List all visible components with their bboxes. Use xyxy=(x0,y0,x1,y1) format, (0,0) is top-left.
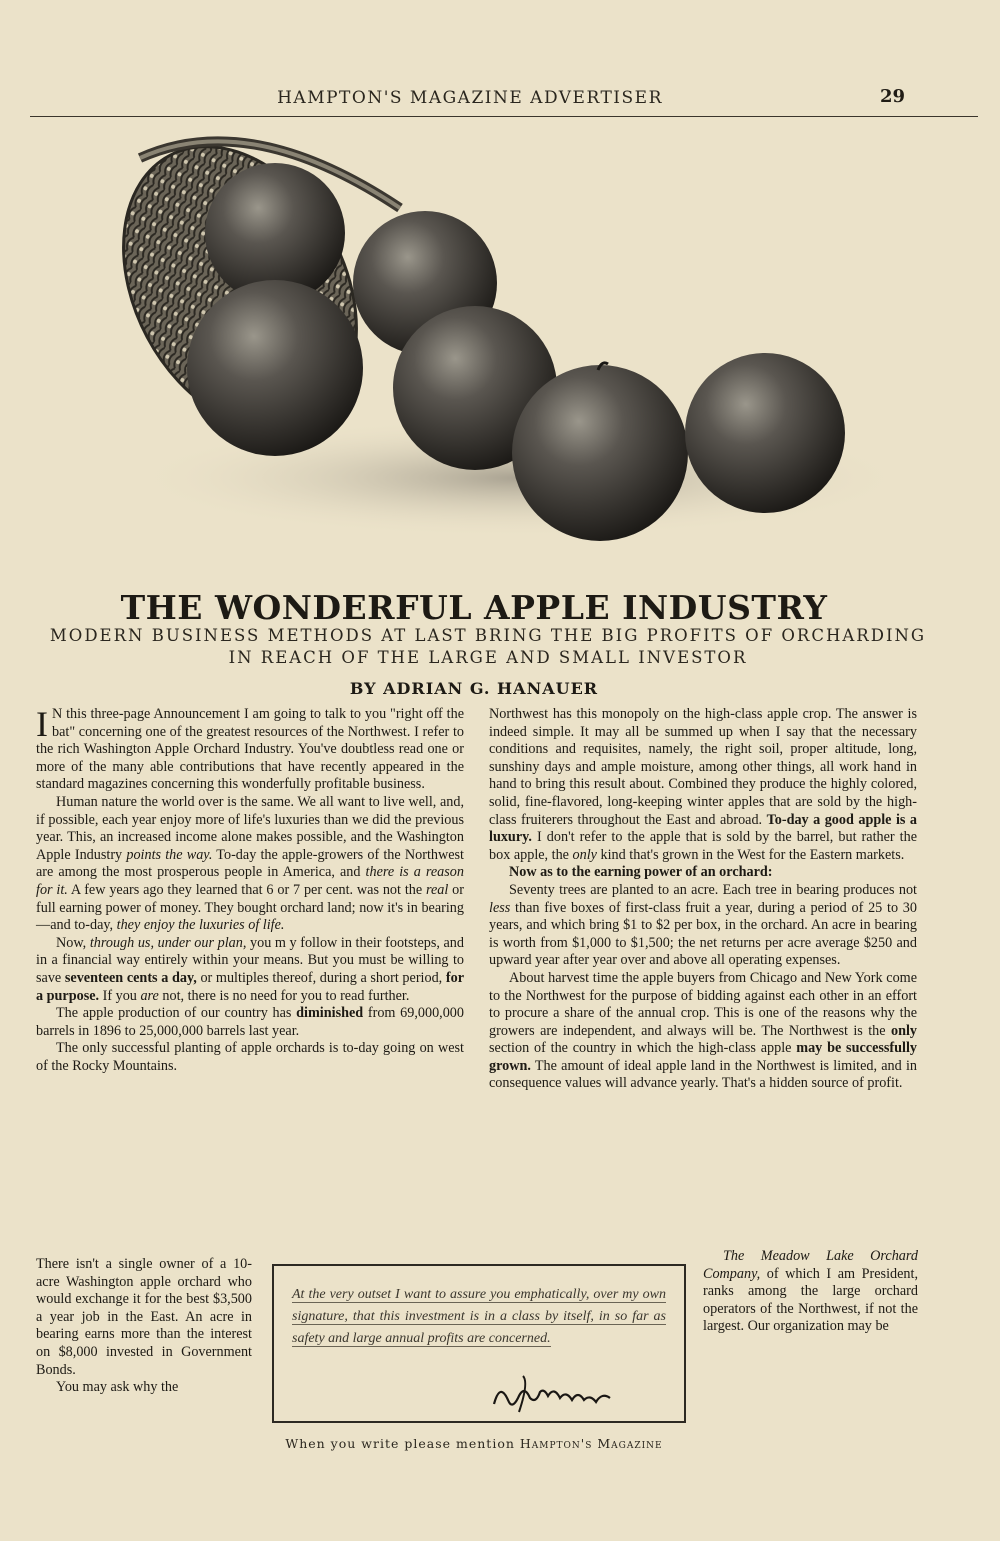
paragraph: I N this three-page Announcement I am going to talk to you "right off the bat" concerning one of the greatest resources of the Northwest. I refer to the rich Washington Apple Orchard Industry. You've doubtless read one or more of the many able contributions that have recently appeared in the standard magazines concerning this wonderfully profitable business. xyxy=(36,704,464,793)
signature-icon xyxy=(489,1374,629,1414)
paragraph: About harvest time the apple buyers from Chicago and New York come to the Northwest for the purpose of bidding against each other in an effort to procure a share of the annual crop. This is one of the reasons why the growers are independent, and always will be. The Northwest is the only section of the country in which the high-class apple may be successfully grown. The amount of ideal apple land in the Northwest is limited, and in consequence values will advance yearly. That's a hidden source of profit. xyxy=(489,969,917,1092)
left-column-narrow xyxy=(36,1256,252,1397)
paragraph: There isn't a single owner of a 10-acre Washington apple orchard who would exchange it for the best $3,500 a year job in the East. An acre in bearing earns more than the interest on $8,000 invested in Government Bonds. xyxy=(36,1256,252,1378)
footer-note: When you write please mention Hampton's Magazine xyxy=(285,1436,663,1451)
signature-box xyxy=(272,1264,686,1423)
paragraph: The only successful planting of apple orchards is to-day going on west of the Rocky Mountains. xyxy=(36,1040,464,1074)
page-number: 29 xyxy=(880,86,906,107)
byline: BY ADRIAN G. HANAUER xyxy=(349,679,599,698)
paragraph: Northwest has this monopoly on the high-class apple crop. The answer is indeed simple. It may all be summed up when I say that the necessary conditions and requisites, namely, the right soil, proper altitude, long, sunshiny days and ample moisture, among other things, all work hand in hand to bring this result about. Combined they produce the highly colored, solid, fine-flavored, long-keeping winter apples that are sold by the high-class fruiterers throughout the East and abroad. To-day a good apple is a luxury. I don't refer to the apple that is sold by the barrel, but rather the box apple, the only kind that's grown in the West for the Eastern markets. xyxy=(489,706,917,863)
right-column-narrow xyxy=(703,1248,918,1336)
subhead-line-1: MODERN BUSINESS METHODS AT LAST BRING THE BIG PROFITS OF ORCHARDING xyxy=(49,626,927,645)
paragraph: Seventy trees are planted to an acre. Each tree in bearing produces not less than five boxes of first-class fruit a year, during a period of 25 to 30 years, and which bring $1 to $2 per box, in the orchard. An acre in bearing is worth from $1,000 to $1,500; the net returns per acre average $250 and upward year after year over and above all operating expenses. xyxy=(489,881,917,969)
right-column xyxy=(489,706,917,1093)
paragraph: The Meadow Lake Orchard Company, of which I am President, ranks among the large orchard operators of the Northwest, if not the largest. Our organization may be xyxy=(703,1248,918,1335)
article-headline: THE WONDERFUL APPLE INDUSTRY xyxy=(120,588,828,627)
drop-cap: I xyxy=(36,704,48,744)
paragraph: The apple production of our country has diminished from 69,000,000 barrels in 1896 to 25,000,000 barrels last year. xyxy=(36,1005,464,1039)
subheading: Now as to the earning power of an orchard: xyxy=(509,864,773,881)
left-column xyxy=(36,706,464,1075)
running-head: HAMPTON'S MAGAZINE ADVERTISER xyxy=(277,88,663,108)
paragraph: Human nature the world over is the same. We all want to live well, and, if possible, each year enjoy more of life's luxuries than we did the previous year. This, an increased income alone makes possible, and the Washington Apple Industry points the way. To-day the apple-growers of the Northwest are among the most prosperous people in America, and there is a reason for it. A few years ago they learned that 6 or 7 per cent. was not the real or full earning power of money. They bought orchard land; now it's in bearing —and to-day, they enjoy the luxuries of life. xyxy=(36,793,464,934)
paragraph: Now, through us, under our plan, you m y follow in their footsteps, and in a financial way entirely within your means. But you must be willing to save seventeen cents a day, or multiples thereof, during a short period, for a purpose. If you are not, there is no need for you to read further. xyxy=(36,934,464,1004)
header-rule xyxy=(30,116,978,117)
box-quote: At the very outset I want to assure you emphatically, over my own signature, that this investment is in a class by itself, in so far as safety and large annual profits are concerned. xyxy=(292,1287,666,1346)
paragraph: You may ask why the xyxy=(56,1379,179,1396)
basket-of-apples-icon xyxy=(100,118,920,558)
article-subhead xyxy=(28,625,948,669)
subhead-line-2: IN REACH OF THE LARGE AND SMALL INVESTOR xyxy=(228,648,748,667)
